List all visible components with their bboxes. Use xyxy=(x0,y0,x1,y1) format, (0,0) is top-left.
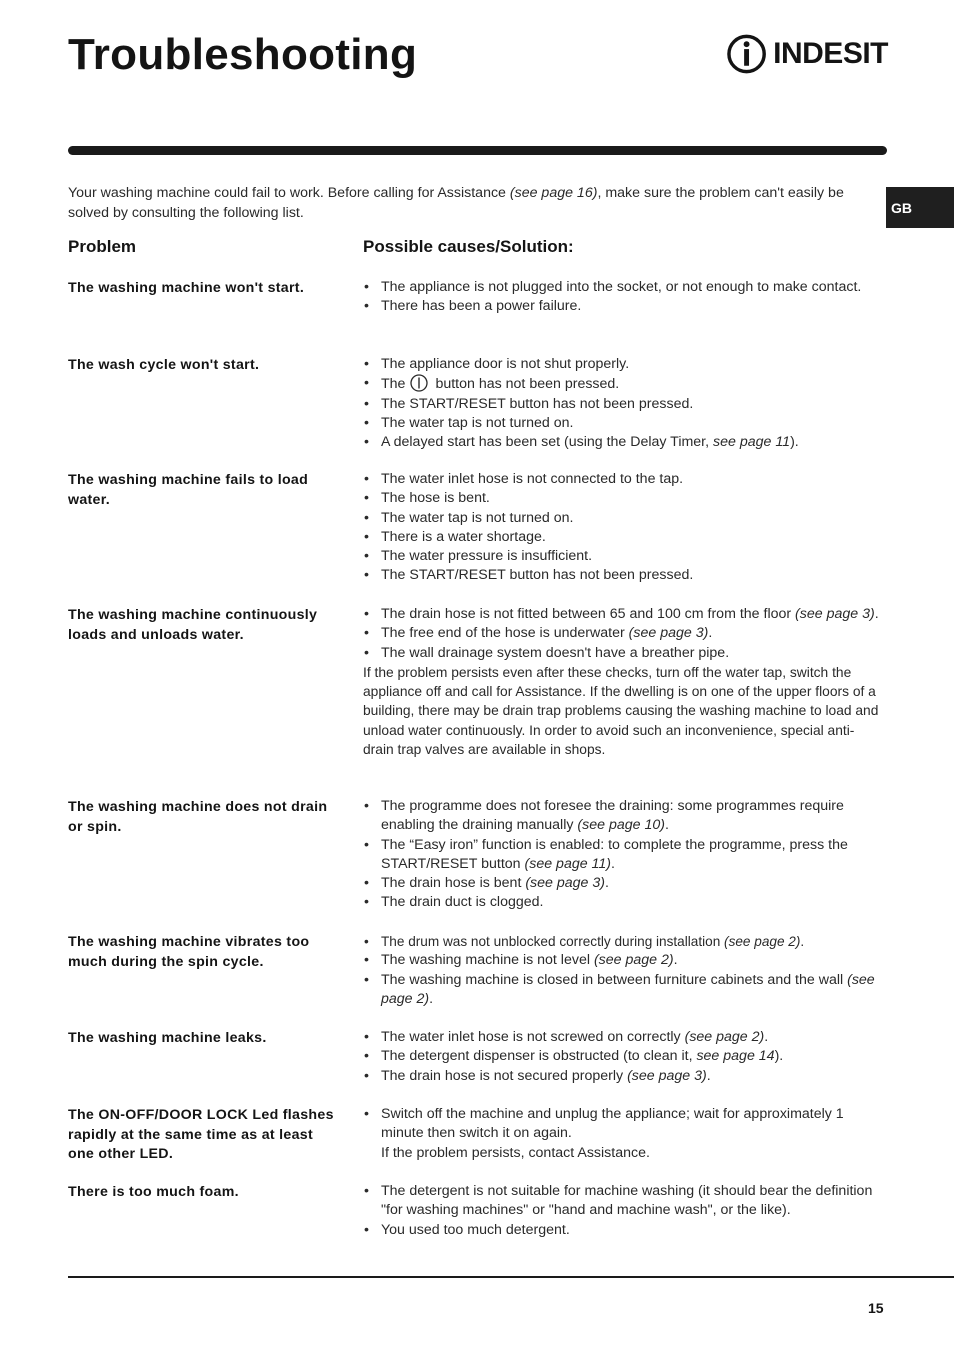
cause-note: If the problem persists even after these checks, turn off the water tap, switch the appliance off and call for Assistance. If the dwelling is on one of the upper floors of a building, there may be drain trap problems causing the washing machine to load and unload water continuously. In order to avoid such an inconvenience, special anti-drain trap valves are available in shops. xyxy=(363,664,879,758)
intro-paragraph xyxy=(68,184,858,223)
cause-text: The START/RESET button has not been pressed. xyxy=(381,567,694,584)
header-divider xyxy=(68,146,887,155)
cause-item xyxy=(363,433,885,452)
causes-block xyxy=(363,797,885,913)
cause-text: . xyxy=(673,952,678,969)
problem-label: The washing machine continuously loads and unloads water. xyxy=(68,607,318,643)
cause-item xyxy=(363,644,885,663)
problem-label: The washing machine fails to load water. xyxy=(68,472,309,508)
problem-label: The wash cycle won't start. xyxy=(68,357,260,373)
cause-text: . xyxy=(800,934,805,949)
cause-list xyxy=(363,797,885,913)
problem-label: There is too much foam. xyxy=(68,1184,239,1200)
cause-list xyxy=(363,1105,885,1144)
causes-block xyxy=(363,470,885,586)
cause-text: . xyxy=(664,817,669,834)
cause-text: The xyxy=(381,376,406,393)
cause-text: The drain hose is not fitted between 65 and 100 cm from the floor xyxy=(381,606,796,622)
page-reference: (see page 3) xyxy=(525,875,605,892)
cause-item xyxy=(363,932,885,951)
cause-text: . xyxy=(605,875,609,892)
cause-followup: If the problem persists, contact Assistance. xyxy=(381,1144,650,1161)
page-reference: (see page 2) xyxy=(684,1029,765,1045)
cause-item xyxy=(363,1182,885,1221)
cause-text: The drain hose is bent xyxy=(381,875,526,892)
problem-label: The washing machine leaks. xyxy=(68,1030,267,1046)
cause-text: The water inlet hose is not connected to the tap. xyxy=(381,471,684,487)
page-reference: see page 14 xyxy=(696,1048,775,1065)
cause-text: The “Easy iron” function is enabled: to complete the programme, press the START/RESET button xyxy=(381,836,848,872)
cause-item xyxy=(363,836,885,875)
cause-item xyxy=(363,1028,885,1047)
cause-text: The water tap is not turned on. xyxy=(381,509,574,526)
page-reference: (see page 3) xyxy=(628,625,709,642)
causes-block xyxy=(363,1028,885,1086)
cause-item xyxy=(363,1067,885,1086)
cause-item xyxy=(363,278,885,297)
cause-text: . xyxy=(611,855,615,872)
cause-text: Switch off the machine and unplug the appliance; wait for approximately 1 minute then switch it on again. xyxy=(381,1106,844,1142)
cause-text: A delayed start has been set (using the Delay Timer, xyxy=(381,434,714,451)
cause-item xyxy=(363,395,885,414)
causes-column-header: Possible causes/Solution: xyxy=(363,237,574,256)
cause-item xyxy=(363,874,885,893)
cause-text: There has been a power failure. xyxy=(381,298,582,315)
problem-label: The washing machine does not drain or spin. xyxy=(68,799,328,835)
cause-text: There is a water shortage. xyxy=(381,528,546,545)
causes-block xyxy=(363,1105,885,1163)
problem-label: The ON-OFF/DOOR LOCK Led flashes rapidly at the same time as at least one other LED. xyxy=(68,1107,334,1162)
cause-list xyxy=(363,470,885,586)
cause-text: The drain duct is clogged. xyxy=(381,894,544,911)
cause-text: The detergent dispenser is obstructed (to clean it, xyxy=(381,1048,697,1065)
intro-ref: (see page 16) xyxy=(509,185,598,201)
cause-text: The appliance is not plugged into the socket, or not enough to make contact. xyxy=(381,279,862,295)
cause-text: You used too much detergent. xyxy=(381,1221,570,1238)
problem-label: The washing machine won't start. xyxy=(68,280,305,296)
cause-text: The drain hose is not secured properly xyxy=(381,1067,628,1084)
cause-text: . xyxy=(874,606,879,622)
cause-text: The water inlet hose is not screwed on correctly xyxy=(381,1029,685,1045)
page-reference: (see page 2) xyxy=(381,971,875,1007)
cause-item xyxy=(363,297,885,316)
cause-text: The washing machine is closed in between furniture cabinets and the wall xyxy=(381,971,848,988)
language-tab: GB xyxy=(886,187,954,228)
cause-text: The hose is bent. xyxy=(381,490,490,507)
cause-item xyxy=(363,528,885,547)
causes-block xyxy=(363,605,885,759)
cause-item xyxy=(363,951,885,970)
cause-item xyxy=(363,893,885,912)
cause-text: ). xyxy=(774,1048,784,1065)
page-reference: see page 11 xyxy=(713,434,791,451)
page-reference: (see page 3) xyxy=(795,606,875,622)
problem-label: The washing machine vibrates too much during the spin cycle. xyxy=(68,934,310,970)
cause-text: button has not been pressed. xyxy=(435,376,620,393)
cause-item xyxy=(363,489,885,508)
causes-block xyxy=(363,1182,885,1240)
cause-text: The water pressure is insufficient. xyxy=(381,548,593,565)
causes-block xyxy=(363,278,885,317)
cause-text: . xyxy=(429,990,434,1007)
intro-text-a: Your washing machine could fail to work. Before calling for Assistance xyxy=(68,185,510,201)
causes-block xyxy=(363,932,885,1009)
page-reference: (see page 10) xyxy=(577,817,665,834)
cause-text: The free end of the hose is underwater xyxy=(381,625,629,642)
cause-text: The drum was not unblocked correctly during installation xyxy=(381,934,725,949)
cause-item xyxy=(363,355,885,374)
cause-item xyxy=(363,547,885,566)
cause-item xyxy=(363,797,885,836)
cause-list xyxy=(363,932,885,1009)
page-reference: (see page 2) xyxy=(593,952,674,969)
cause-text: The START/RESET button has not been pressed. xyxy=(381,395,694,412)
footer-divider xyxy=(68,1276,954,1278)
cause-item xyxy=(363,1105,885,1144)
cause-item xyxy=(363,605,885,624)
cause-text: The programme does not foresee the draining: some programmes require enabling the draining manually xyxy=(381,798,844,834)
causes-block xyxy=(363,355,885,452)
page-number: 15 xyxy=(868,1300,884,1316)
page-reference: (see page 2) xyxy=(724,934,801,949)
cause-item xyxy=(363,624,885,643)
cause-text: The washing machine is not level xyxy=(381,952,594,969)
cause-text: The wall drainage system doesn't have a breather pipe. xyxy=(381,644,730,661)
cause-item xyxy=(363,971,885,1010)
cause-text: ). xyxy=(790,434,799,451)
problem-column-header: Problem xyxy=(68,237,137,256)
cause-text: The appliance door is not shut properly. xyxy=(381,356,630,372)
cause-list xyxy=(363,605,885,663)
cause-text: The water tap is not turned on. xyxy=(381,414,574,431)
cause-text: The detergent is not suitable for machine washing (it should bear the definition "for washing machines" or "hand and machine wash", or the like). xyxy=(381,1183,873,1219)
page-title: Troubleshooting xyxy=(68,30,418,79)
cause-list xyxy=(363,1028,885,1086)
cause-list xyxy=(363,355,885,452)
brand-logo xyxy=(726,33,888,75)
page-reference: (see page 11) xyxy=(524,855,612,872)
intro-text-b: , make sure the problem can't easily be solved by consulting the following list. xyxy=(68,185,844,221)
cause-list xyxy=(363,278,885,317)
brand-logo-icon xyxy=(726,33,767,75)
cause-item xyxy=(363,1047,885,1066)
cause-item xyxy=(363,374,885,394)
cause-item xyxy=(363,414,885,433)
cause-item xyxy=(363,509,885,528)
cause-item xyxy=(363,470,885,489)
cause-text: . xyxy=(708,625,713,642)
cause-text: . xyxy=(706,1067,711,1084)
brand-wordmark: INDESIT xyxy=(773,37,888,70)
cause-list xyxy=(363,1182,885,1240)
cause-item xyxy=(363,566,885,585)
cause-item xyxy=(363,1221,885,1240)
page-reference: (see page 3) xyxy=(627,1067,707,1084)
power-icon xyxy=(409,374,429,392)
cause-text: . xyxy=(764,1029,769,1045)
